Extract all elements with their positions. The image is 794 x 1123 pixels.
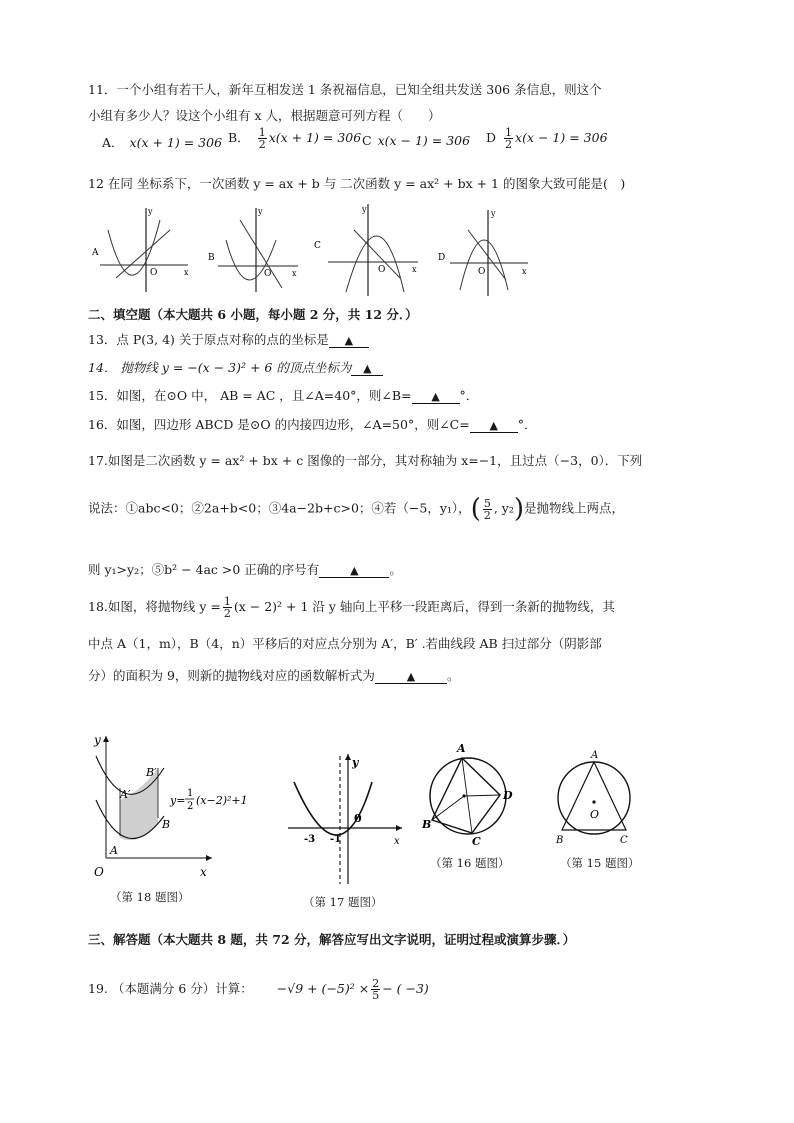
fig18-eq-a: y=	[170, 794, 186, 807]
fig15-point-a: A	[591, 750, 599, 761]
q11-text-line2: 小组有多少人？设这个小组有 x 人，根据题意可列方程（ ）	[88, 108, 441, 123]
q11-option-c[interactable]	[362, 133, 470, 148]
q16-answer-blank[interactable]: ▲	[470, 417, 518, 433]
q12-option-a-graph[interactable]	[91, 207, 189, 292]
origin-label: O	[264, 269, 272, 279]
figure-18	[88, 728, 263, 888]
section-2-title: 二、填空题（本大题共 6 小题，每小题 2 分，共 12 分．）	[88, 307, 418, 322]
q18-line3	[88, 666, 459, 684]
option-expr: x(x − 1) = 306	[515, 130, 608, 145]
q12-option-d-graph[interactable]	[438, 209, 528, 296]
option-expr: x(x + 1) = 306	[268, 130, 362, 145]
axis-y-label: y	[362, 205, 367, 214]
axis-x-label: x	[522, 267, 527, 276]
fig15-point-c: C	[620, 835, 628, 846]
fig18-caption: （第 18 题图）	[110, 890, 190, 904]
option-letter: D	[486, 130, 497, 145]
option-letter: B	[208, 253, 215, 263]
q11-option-a[interactable]	[102, 133, 222, 151]
axis-y-label: y	[491, 209, 496, 218]
q17-line2-b: 是抛物线上两点，	[524, 500, 625, 516]
fig15-point-b: B	[556, 835, 564, 846]
fig18-eq-b: (x−2)²+1	[196, 794, 248, 807]
q17-point-fraction: $\frac{5}{2}$	[483, 496, 491, 522]
option-letter: C	[314, 241, 321, 251]
option-fraction: $\frac{1}{2}$	[258, 126, 266, 151]
fig15-center-o: O	[590, 808, 600, 821]
option-expr: x(x − 1) = 306	[377, 133, 471, 148]
origin-label: O	[378, 265, 386, 275]
option-letter: A．	[102, 135, 124, 150]
q14-answer-blank[interactable]: ▲	[351, 360, 383, 376]
fig18-eq-num: 1	[187, 788, 194, 799]
section-3-title: 三、解答题（本大题共 8 题，共 72 分，解答应写出文字说明，证明过程或演算步骤．）	[88, 932, 576, 947]
fig18-eq-den: 2	[187, 801, 194, 812]
axis-x-label: x	[292, 269, 297, 278]
option-letter: C	[362, 133, 372, 148]
fig17-y-label: y	[352, 756, 359, 769]
option-letter: B．	[228, 130, 250, 145]
fig18-x-label: x	[200, 865, 207, 879]
axis-y-label: y	[148, 207, 153, 216]
fig17-x-label: x	[394, 836, 400, 847]
q17-line3	[88, 560, 402, 578]
q17-line1: 17.如图是二次函数 y = ax² + bx + c 图像的一部分，其对称轴为 x=−1，且过点（−3，0）．下列	[88, 453, 643, 468]
q19-expr-a: −√9 + (−5)² ×	[276, 981, 370, 996]
origin-label: O	[478, 267, 486, 277]
origin-label: O	[150, 268, 158, 278]
figure-15	[548, 744, 638, 848]
fig15-caption: （第 15 题图）	[560, 856, 640, 870]
fig18-point-a-prime: A′	[120, 788, 131, 801]
q12-graphs	[88, 200, 548, 300]
q18-line3-a: 分）的面积为 9，则新的抛物线对应的函数解析式为	[88, 668, 375, 683]
fig16-caption: （第 16 题图）	[430, 856, 510, 870]
q15-text: 15．如图，在⊙O 中， AB = AC ，且∠A=40°，则∠B=	[88, 388, 412, 403]
option-fraction: $\frac{1}{2}$	[505, 126, 513, 151]
q17-line2: 说法：①abc<0；②2a+b<0；③4a−2b+c>0；④若（−5，y₁），( $\frac{5}{2}$ , y₂)是抛物线上两点，	[88, 494, 625, 524]
fig18-point-a: A	[110, 844, 118, 857]
fig17-origin-label: 0	[354, 812, 362, 825]
q18-line1-a: 18.如图，将抛物线 y =	[88, 599, 221, 614]
q17-line3-a: 则 y₁>y₂；⑤b² − 4ac >0 正确的序号有	[88, 562, 320, 577]
fig17-tick-neg3: -3	[304, 834, 316, 845]
q17-point-y: , y₂	[493, 500, 514, 516]
q18-answer-blank[interactable]: ▲	[375, 668, 447, 684]
q16-text: 16．如图，四边形 ABCD 是⊙O 的内接四边形，∠A=50°，则∠C=	[88, 417, 470, 432]
fig16-point-a: A	[457, 742, 466, 755]
option-letter: D	[438, 253, 446, 263]
q14-text: 14． 抛物线 y = −(x − 3)² + 6 的顶点坐标为	[88, 360, 352, 375]
fig18-origin-label: O	[94, 865, 104, 879]
q16-unit: °．	[517, 417, 537, 432]
q13	[88, 330, 369, 348]
fig17-tick-neg1: -1	[330, 834, 342, 845]
q12-option-c-graph[interactable]	[314, 204, 418, 296]
q11-option-d[interactable]	[486, 127, 608, 150]
q13-answer-blank[interactable]: ▲	[329, 332, 369, 348]
fig18-y-label: y	[94, 733, 101, 747]
q11-option-b[interactable]	[228, 127, 361, 150]
q17-answer-blank[interactable]: ▲	[319, 562, 389, 578]
option-expr: x(x + 1) = 306	[129, 135, 223, 150]
axis-y-label: y	[258, 207, 263, 216]
fig16-point-c: C	[472, 835, 481, 848]
q11-text-line1: 11．一个小组有若干人，新年互相发送 1 条祝福信息，已知全组共发送 306 条信息，则这个	[88, 82, 602, 97]
figure-17	[286, 752, 406, 890]
q18-line1	[88, 596, 615, 619]
option-letter: A	[92, 248, 99, 258]
fig18-point-b: B	[162, 818, 171, 831]
fig18-point-b-prime: B′	[146, 766, 157, 779]
axis-x-label: x	[412, 265, 417, 274]
fig16-point-b: B	[422, 818, 432, 831]
q18-line3-b: 。	[446, 668, 460, 683]
q16	[88, 415, 537, 433]
fig17-caption: （第 17 题图）	[303, 895, 383, 909]
fig16-point-d: D	[503, 789, 513, 802]
q15-unit: °．	[459, 388, 479, 403]
q18-line1-b: (x − 2)² + 1 沿 y 轴向上平移一段距离后，得到一条新的抛物线，其	[233, 599, 615, 614]
q19	[88, 978, 429, 1001]
q12-text: 12 在同 坐标系下，一次函数 y = ax + b 与 二次函数 y = ax² + bx + 1 的图象大致可能是( )	[88, 176, 626, 191]
q12-option-b-graph[interactable]	[208, 207, 298, 292]
q13-text: 13．点 P(3, 4) 关于原点对称的点的坐标是	[88, 332, 329, 347]
q19-fraction: $\frac{2}{5}$	[372, 977, 380, 1002]
q15	[88, 386, 478, 404]
q18-fraction: $\frac{1}{2}$	[223, 595, 231, 620]
q18-line2: 中点 A（1，m），B（4，n）平移后的对应点分别为 A′，B′ .若曲线段 AB 扫过部分（阴影部	[88, 636, 602, 651]
axis-x-label: x	[184, 268, 189, 277]
q19-label: 19. （本题满分 6 分）计算：	[88, 981, 253, 996]
q19-expr-b: − ( −3)	[382, 981, 429, 996]
q17-line2-a: 说法：①abc<0；②2a+b<0；③4a−2b+c>0；④若（−5，y₁），	[88, 500, 471, 516]
figure-16	[420, 738, 520, 848]
q14	[88, 358, 383, 376]
q15-answer-blank[interactable]: ▲	[412, 388, 460, 404]
q17-line3-b: 。	[389, 562, 402, 577]
